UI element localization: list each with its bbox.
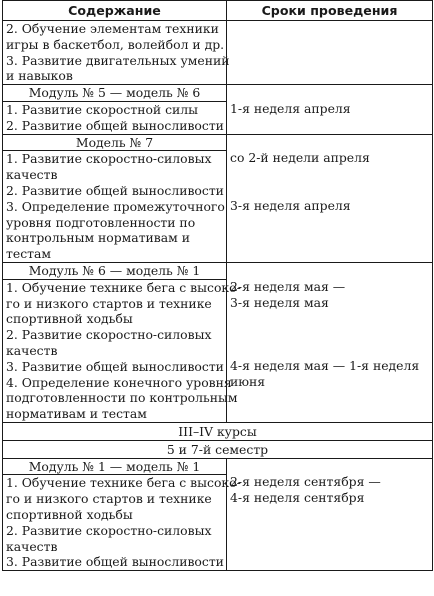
content-line: спортивной ходьбы <box>6 311 133 327</box>
content-line: нормативам и тестам <box>6 406 147 422</box>
module-title: Модуль № 5 — модель № 6 <box>3 85 227 102</box>
table-row <box>3 262 433 279</box>
date-line: 2-я неделя мая — <box>230 278 346 294</box>
content-line: 2. Развитие общей выносливости <box>6 182 224 198</box>
header-dates: Сроки проведения <box>227 1 433 21</box>
semester-title: 5 и 7-й семестр <box>3 440 433 458</box>
content-line: 3. Развитие двигательных умений <box>6 52 230 68</box>
content-line: 1. Развитие скоростной силы <box>6 101 199 117</box>
date-line: 4-я неделя сентября <box>230 490 365 506</box>
content-line: 1. Обучение технике бега с высоко- <box>6 279 241 295</box>
table-row <box>3 458 433 475</box>
content-cell <box>3 151 227 263</box>
table-header-row <box>3 1 433 21</box>
content-line: качеств <box>6 342 58 358</box>
table-row <box>3 422 433 440</box>
content-line: 3. Развитие общей выносливости <box>6 358 224 374</box>
date-cell <box>227 458 433 571</box>
date-line: 2-я неделя сентября — <box>230 474 381 490</box>
date-cell <box>227 21 433 85</box>
content-line: 2. Развитие скоростно-силовых <box>6 327 212 343</box>
table-row <box>3 440 433 458</box>
content-line: 3. Развитие общей выносливости <box>6 554 224 570</box>
date-line: 4-я неделя мая — 1-я неделя <box>230 357 420 373</box>
content-line: тестам <box>6 246 52 262</box>
content-line: 4. Определение конечного уровня <box>6 374 232 390</box>
header-content: Содержание <box>3 1 227 21</box>
table-row <box>3 21 433 85</box>
module-title: Модель № 7 <box>3 134 227 151</box>
module-title: Модуль № 6 — модель № 1 <box>3 262 227 279</box>
content-line: спортивной ходьбы <box>6 506 133 522</box>
date-line: 1-я неделя апреля <box>230 101 351 117</box>
content-line: го и низкого стартов и технике <box>6 491 212 507</box>
date-cell <box>227 85 433 134</box>
content-line: уровня подготовленности по <box>6 214 196 230</box>
table-row <box>3 134 433 151</box>
date-cell <box>227 262 433 422</box>
date-cell <box>227 134 433 262</box>
content-line: 2. Развитие скоростно-силовых <box>6 522 212 538</box>
date-line: 3-я неделя мая <box>230 294 329 310</box>
content-line: го и низкого стартов и технике <box>6 295 212 311</box>
schedule-table <box>2 0 433 571</box>
content-line: 2. Обучение элементам техники <box>6 21 219 36</box>
content-cell <box>3 101 227 134</box>
content-line: 1. Развитие скоростно-силовых <box>6 151 212 167</box>
content-cell <box>3 475 241 571</box>
module-title: Модуль № 1 — модель № 1 <box>3 458 227 475</box>
date-line: 3-я неделя апреля <box>230 197 351 213</box>
content-cell <box>3 279 241 422</box>
content-line: качеств <box>6 167 58 183</box>
course-title: III–IV курсы <box>3 422 433 440</box>
content-line: подготовленности по контрольным <box>6 390 238 406</box>
content-line: 2. Развитие общей выносливости <box>6 117 224 133</box>
content-line: и навыков <box>6 68 73 84</box>
content-line: качеств <box>6 538 58 554</box>
content-line: 3. Определение промежуточного <box>6 198 225 214</box>
content-line: контрольным нормативам и <box>6 230 191 246</box>
table-row <box>3 85 433 102</box>
content-line: 1. Обучение технике бега с высоко- <box>6 475 241 491</box>
date-line: со 2-й недели апреля <box>230 150 370 166</box>
date-line: июня <box>230 373 266 389</box>
content-line: игры в баскетбол, волейбол и др. <box>6 36 225 52</box>
content-cell <box>3 21 230 85</box>
